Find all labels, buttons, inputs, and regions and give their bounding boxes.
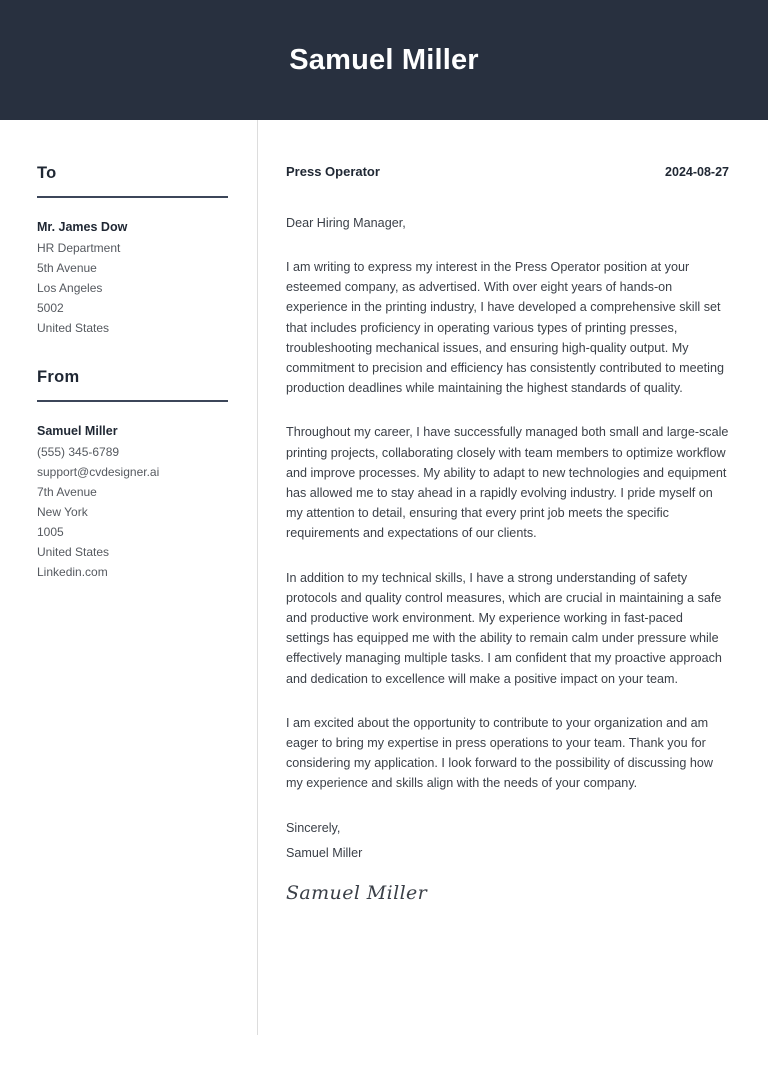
signature: Samuel Miller [286, 881, 428, 904]
sender-website: Linkedin.com [37, 565, 108, 579]
job-title: Press Operator [286, 164, 380, 179]
recipient-line: 5002 [37, 301, 64, 315]
recipient-line: 5th Avenue [37, 261, 97, 275]
recipient-line: United States [37, 321, 110, 335]
recipient-block [37, 164, 228, 338]
recipient-line: Los Angeles [37, 281, 103, 295]
closing-salutation: Sincerely, [286, 820, 341, 835]
letter-date: 2024-08-27 [665, 165, 729, 179]
sender-line: United States [37, 545, 110, 559]
letter-paragraph: I am writing to express my interest in the Press Operator position at your esteemed company, as advertised. With over eight years of hands-on experience in the printing industry, I have developed a comprehensive skill set that includes proficiency in operating various types of printing presses, troubleshooting mechanical issues, and ensuring high-quality output. My commitment to precision and efficiency has consistently contributed to meeting production deadlines while maintaining the highest standards of quality. [286, 260, 724, 396]
document-header [0, 0, 768, 120]
sender-line: 1005 [37, 525, 64, 539]
sender-line: New York [37, 505, 88, 519]
recipient-name: Mr. James Dow [37, 220, 128, 234]
sender-block [37, 368, 228, 582]
sender-line: 7th Avenue [37, 485, 97, 499]
salutation: Dear Hiring Manager, [286, 216, 406, 230]
recipient-line: HR Department [37, 241, 121, 255]
letter-paragraph: Throughout my career, I have successfully managed both small and large-scale printing projects, collaborating closely with team members to optimize workflow and improve processes. My ability to adapt to new technologies and equipment has allowed me to stay ahead in a rapidly evolving industry. I pride myself on my attention to detail, ensuring that every print job meets the specific requirements and expectations of our clients. [286, 425, 729, 541]
closing-name: Samuel Miller [286, 845, 363, 860]
sender-name: Samuel Miller [37, 424, 118, 438]
from-divider-rule [37, 400, 228, 402]
document-body [0, 120, 768, 1078]
applicant-name-title: Samuel Miller [289, 43, 479, 76]
letter-paragraph: I am excited about the opportunity to contribute to your organization and am eager to bring my expertise in press operations to your team. Thank you for considering my application. I look forward to the possibility of discussing how my experience and skills align with the needs of your company. [286, 715, 714, 791]
to-divider-rule [37, 196, 228, 198]
to-heading: To [37, 164, 57, 182]
sender-phone: (555) 345-6789 [37, 445, 120, 459]
letter-meta-row [286, 164, 729, 179]
sidebar [0, 120, 257, 1078]
letter-content [258, 120, 768, 1078]
sender-email: support@cvdesigner.ai [37, 465, 160, 479]
from-heading: From [37, 368, 80, 386]
letter-paragraph: In addition to my technical skills, I have a strong understanding of safety protocols and quality control measures, which are crucial in maintaining a safe and productive work environment. My experience working in fast-paced settings has equipped me with the ability to remain calm under pressure while effectively managing multiple tasks. I am confident that my proactive approach and dedication to excellence will make a positive impact on your team. [286, 570, 722, 686]
